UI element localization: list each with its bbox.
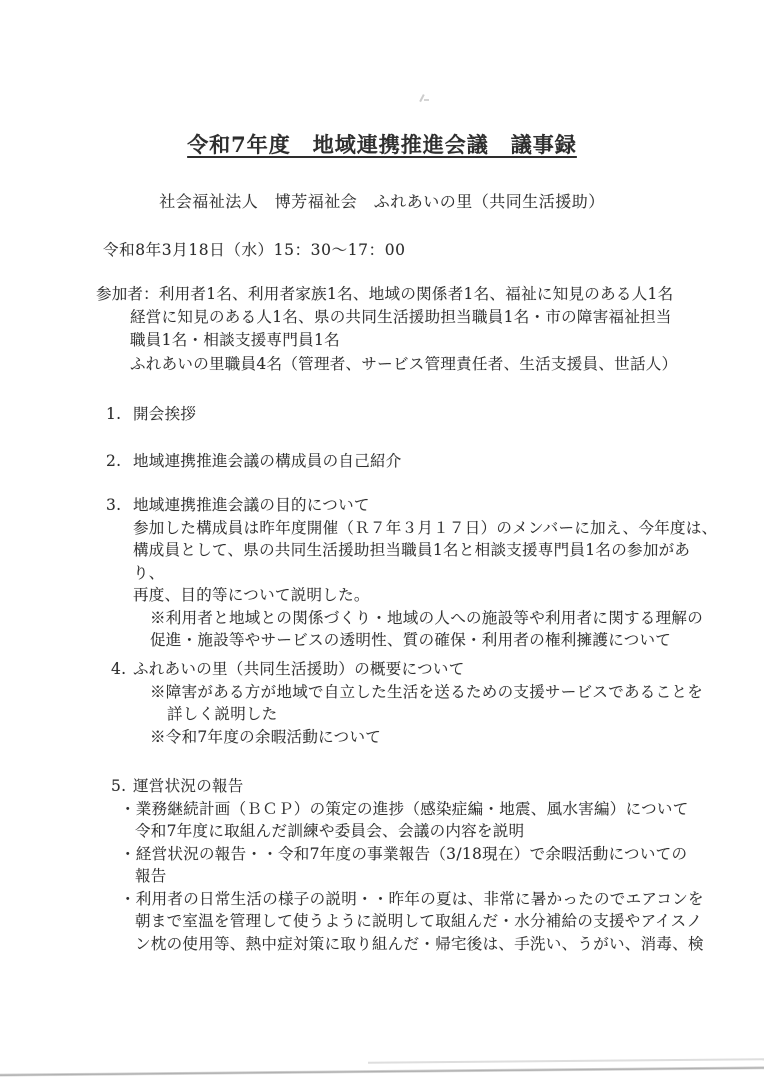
agenda-heading: 地域連携推進会議の構成員の自己紹介 [133,452,402,470]
agenda-bullet-continuation: ン枕の使用等、熱中症対策に取り組んだ・帰宅後は、手洗い、うがい、消毒、検 [135,934,704,953]
agenda-bullet-continuation: 令和7年度に取組んだ訓練や委員会、会議の内容を説明 [135,822,525,840]
page-title: 令和7年度 地域連携推進会議 議事録 [187,132,577,157]
agenda-number: 5. [111,777,127,795]
agenda-number: 3. [106,496,122,514]
agenda-heading-row [0,494,720,517]
agenda-item-5 [0,775,720,955]
agenda-heading: 開会挨拶 [133,405,197,423]
agenda-bullet-line: ・業務継続計画（ＢＣＰ）の策定の進捗（感染症編・地震、風水害編）について [120,799,689,818]
scan-artifact-stroke [419,94,424,102]
agenda-line: 再度、目的等について説明した。 [133,586,370,604]
agenda-bullet-continuation: 報告 [135,867,167,885]
scan-artifact-stroke [424,99,429,101]
participants-line: ふれあいの里職員4名（管理者、サービス管理責任者、生活支援員、世話人） [130,354,678,373]
participants-section [0,283,700,376]
agenda-heading: 運営状況の報告 [133,777,244,795]
agenda-bullet-line: ・経営状況の報告・・令和7年度の事業報告（3/18現在）で余暇活動についての [120,844,688,863]
agenda-bullet-continuation: 朝まで室温を管理して使うように説明して取組んだ・水分補給の支援やアイスノ [135,912,703,930]
agenda-number: 1. [106,405,122,423]
agenda-note-line: ※利用者と地域との関係づくり・地域の人への施設等や利用者に関する理解の [150,608,704,627]
agenda-note-line: 促進・施設等やサービスの透明性、質の確保・利用者の権利擁護について [150,631,672,649]
scan-edge-faint-line [368,1058,764,1063]
meeting-datetime: 令和8年3月18日（水）15：30～17：00 [103,241,406,259]
agenda-heading-row [0,658,720,681]
participants-line: 経営に知見のある人1名、県の共同生活援助担当職員1名・市の障害福祉担当 [130,308,672,327]
participants-label: 参加者： [96,285,159,303]
agenda-number: 4. [111,660,127,678]
agenda-heading-row [0,775,720,798]
agenda-number: 2. [106,452,122,470]
agenda-line: 構成員として、県の共同生活援助担当職員1名と相談支援専門員1名の参加があり、 [133,541,691,582]
organization-line: 社会福祉法人 博芳福祉会 ふれあいの里（共同生活援助） [159,192,605,211]
agenda-item-3 [0,494,720,652]
participants-text: 利用者1名、利用者家族1名、地域の関係者1名、福祉に知見のある人1名 [158,285,674,303]
agenda-bullet-line: ・利用者の日常生活の様子の説明・・昨年の夏は、非常に暑かったのでエアコンを [120,889,704,908]
agenda-heading: ふれあいの里（共同生活援助）の概要について [133,660,465,678]
scan-artifact-mark [417,93,431,105]
agenda-note-line: ※令和7年度の余暇活動について [150,727,382,746]
agenda-item-4 [0,658,720,748]
agenda-heading-row [0,403,720,426]
participants-line [96,283,700,306]
agenda-note-line: ※障害がある方が地域で自立した生活を送るための支援サービスであることを [150,682,704,701]
participants-line: 職員1名・相談支援専門員1名 [130,331,340,350]
agenda-line: 参加した構成員は昨年度開催（Ｒ７年３月１７日）のメンバーに加え、今年度は、 [133,518,718,537]
agenda-heading: 地域連携推進会議の目的について [133,496,370,514]
agenda-item-1 [0,403,720,426]
agenda-item-2 [0,450,720,473]
scan-bottom-edge [0,1066,764,1076]
agenda-note-line: 詳しく説明した [167,705,278,723]
agenda-heading-row [0,450,720,473]
